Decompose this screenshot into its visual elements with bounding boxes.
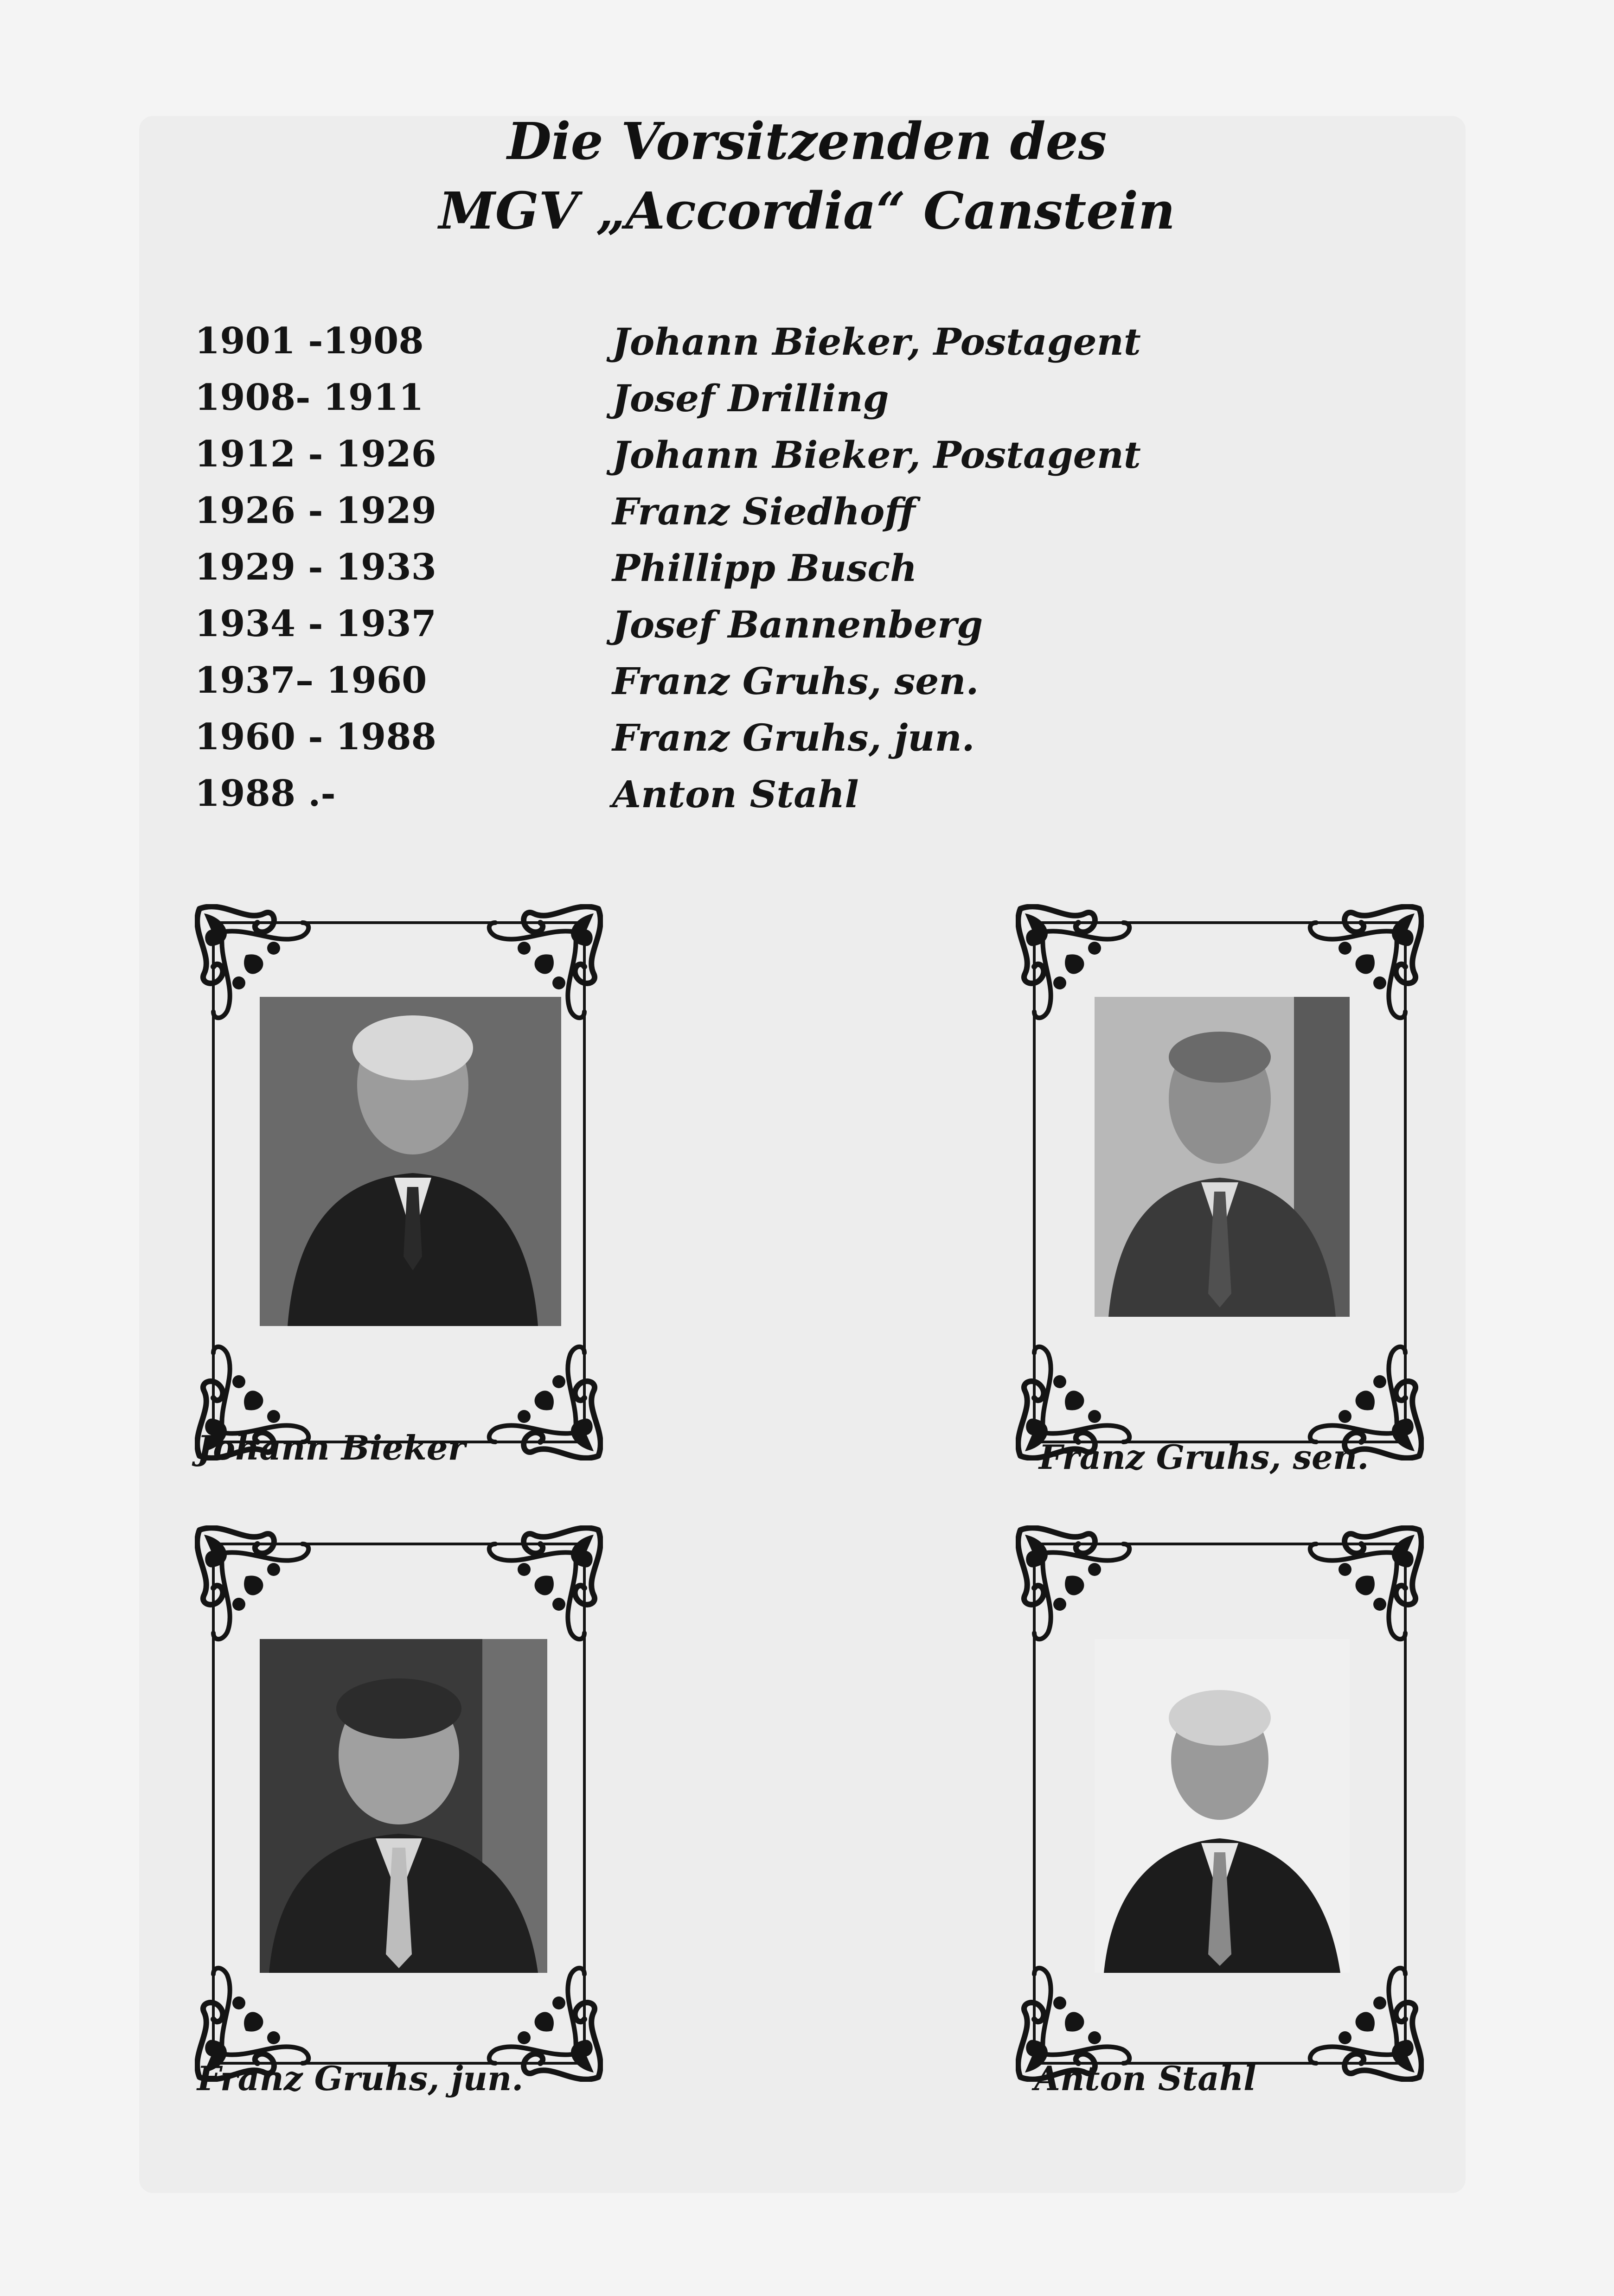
chairman-years: 1929 - 1933 <box>195 546 436 588</box>
portrait-frame-johann-bieker <box>195 904 603 1461</box>
chairman-name: Johann Bieker, Postagent <box>612 320 1141 364</box>
portrait-frame-franz-gruhs-sen <box>1016 904 1424 1461</box>
portrait-caption: Johann Bieker <box>197 1428 466 1467</box>
chairman-row <box>0 716 1614 772</box>
portrait-caption: Franz Gruhs, sen. <box>1039 1437 1369 1477</box>
portrait-caption: Anton Stahl <box>1034 2059 1256 2098</box>
chairman-name: Franz Gruhs, jun. <box>612 716 975 759</box>
portrait-photo-franz-gruhs-jun <box>260 1639 547 1973</box>
chairman-name: Johann Bieker, Postagent <box>612 433 1141 477</box>
chairman-row <box>0 603 1614 658</box>
chairman-row <box>0 546 1614 602</box>
chairman-years: 1988 .- <box>195 772 336 815</box>
page-title-line-2: MGV „Accordia“ Canstein <box>438 181 1176 241</box>
chairman-row <box>0 433 1614 489</box>
portrait-frame-anton-stahl <box>1016 1525 1424 2082</box>
chairman-years: 1908- 1911 <box>195 376 424 419</box>
chairman-row <box>0 772 1614 828</box>
chairman-years: 1934 - 1937 <box>195 603 436 645</box>
chairman-name: Anton Stahl <box>612 772 859 816</box>
chairman-years: 1912 - 1926 <box>195 433 436 475</box>
portrait-frame-franz-gruhs-jun <box>195 1525 603 2082</box>
chairman-years: 1937– 1960 <box>195 659 427 702</box>
chairman-row <box>0 320 1614 376</box>
chairman-name: Josef Bannenberg <box>612 603 983 646</box>
chairman-years: 1926 - 1929 <box>195 490 436 532</box>
chairman-name: Franz Siedhoff <box>612 490 916 533</box>
chairman-name: Josef Drilling <box>612 376 889 420</box>
page-title-line-1: Die Vorsitzenden des <box>507 111 1107 171</box>
portrait-photo-anton-stahl <box>1095 1639 1350 1973</box>
chairman-name: Franz Gruhs, sen. <box>612 659 979 703</box>
chairman-row <box>0 376 1614 432</box>
chairman-years: 1901 -1908 <box>195 320 424 362</box>
chairman-row <box>0 659 1614 715</box>
chairman-name: Phillipp Busch <box>612 546 917 590</box>
chairman-years: 1960 - 1988 <box>195 716 436 758</box>
portrait-caption: Franz Gruhs, jun. <box>197 2059 524 2098</box>
portrait-photo-franz-gruhs-sen <box>1095 997 1350 1317</box>
chairman-row <box>0 490 1614 545</box>
portrait-photo-johann-bieker <box>260 997 561 1326</box>
